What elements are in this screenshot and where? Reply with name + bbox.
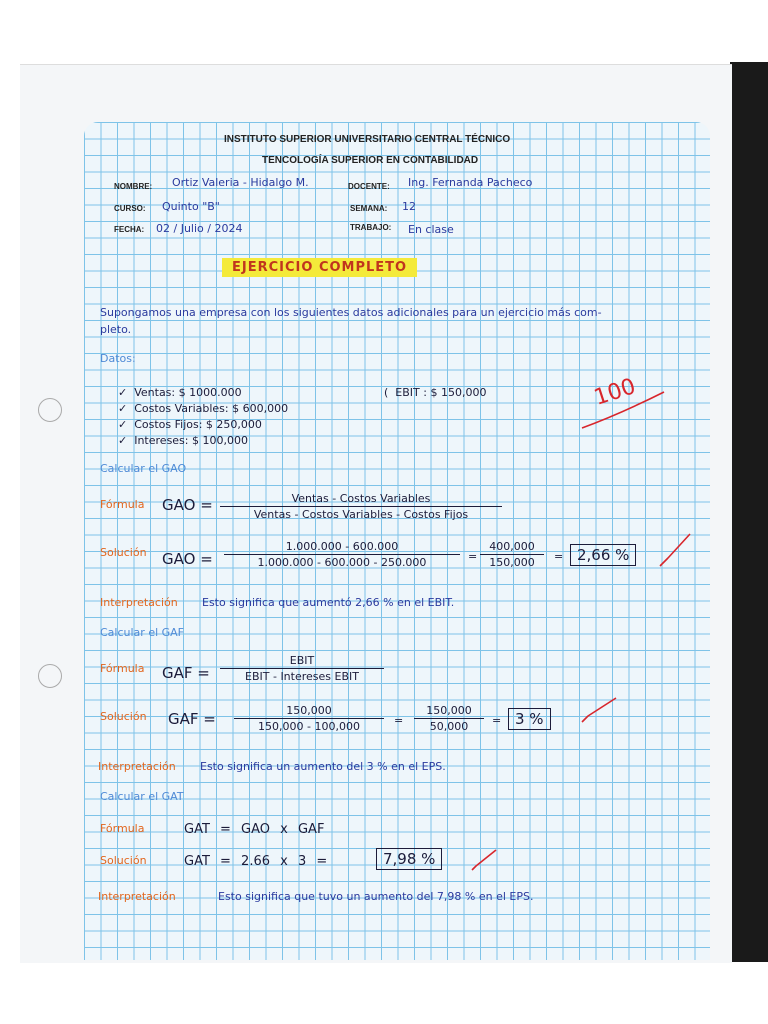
gaf-formula-label: Fórmula (100, 662, 145, 675)
datos-item (118, 402, 288, 415)
nombre-label: NOMBRE: (114, 182, 153, 191)
gao-sol2-denominator: 150,000 (489, 556, 535, 569)
gao-heading: Calcular el GAO (100, 462, 187, 475)
gaf-sol2-fraction (414, 704, 484, 733)
gaf-interp-label: Interpretación (98, 760, 176, 773)
datos-item (118, 418, 262, 431)
docente-value: Ing. Fernanda Pacheco (408, 176, 533, 189)
grade-underline (580, 384, 670, 434)
gao-sol2-fraction (480, 540, 544, 569)
semana-label: SEMANA: (350, 204, 388, 213)
gao-sol-lhs: GAO = (162, 550, 213, 568)
gat-solucion-label: Solución (100, 854, 147, 867)
check-icon: ✓ (118, 418, 128, 431)
gat-heading: Calcular el GAT (100, 790, 184, 803)
exercise-title-text: EJERCICIO COMPLETO (222, 258, 417, 277)
gao-formula-fraction (220, 492, 502, 521)
gaf-sol2-numerator: 150,000 (426, 704, 472, 717)
gao-result: 2,66 % (570, 544, 636, 566)
exercise-title (222, 256, 417, 275)
binder-hole (38, 664, 62, 688)
gat-interp-text: Esto significa que tuvo un aumento del 7,98 % en el EPS. (218, 890, 534, 903)
check-mark-icon (580, 696, 620, 726)
datos-item-text: Intereses: $ 100,000 (134, 434, 248, 447)
gao-formula-denominator: Ventas - Costos Variables - Costos Fijos (253, 508, 469, 521)
gat-formula-expr: GAT = GAO x GAF (184, 822, 325, 837)
gao-eq3: = (554, 550, 564, 563)
nombre-value: Ortiz Valeria - Hidalgo M. (172, 176, 309, 189)
gao-eq2: = (468, 550, 478, 563)
gaf-formula-fraction (220, 654, 384, 683)
gao-formula-numerator: Ventas - Costos Variables (291, 492, 431, 505)
check-icon: ✓ (118, 402, 128, 415)
gaf-sol-denominator: 150,000 - 100,000 (258, 720, 360, 733)
gat-result: 7,98 % (376, 848, 442, 870)
trabajo-value: En clase (408, 223, 454, 236)
gaf-interp-text: Esto significa un aumento del 3 % en el EPS. (200, 760, 446, 773)
datos-item (118, 386, 242, 399)
grade-mark: 100 (591, 374, 639, 411)
check-icon: ✓ (118, 434, 128, 447)
check-mark-icon (470, 848, 500, 874)
fecha-value: 02 / Julio / 2024 (156, 222, 243, 235)
check-icon: ✓ (118, 386, 128, 399)
gaf-sol-numerator: 150,000 (286, 704, 332, 717)
gao-interp-text: Esto significa que aumentó 2,66 % en el EBIT. (202, 596, 455, 609)
gaf-sol2-denominator: 50,000 (429, 720, 469, 733)
curso-value: Quinto "B" (162, 200, 220, 213)
fecha-label: FECHA: (114, 225, 145, 234)
gao-formula-lhs: GAO = (162, 496, 213, 514)
gao-formula-label: Fórmula (100, 498, 145, 511)
gao-sol-numerator: 1.000.000 - 600.000 (285, 540, 399, 553)
ebit-item (384, 386, 486, 399)
gaf-formula-denominator: EBIT - Intereses EBIT (245, 670, 359, 683)
gaf-formula-numerator: EBIT (289, 654, 315, 667)
gaf-formula-lhs: GAF = (162, 664, 210, 682)
curso-label: CURSO: (114, 204, 146, 213)
gaf-result: 3 % (508, 708, 551, 730)
gaf-eq2: = (394, 714, 404, 727)
semana-value: 12 (402, 200, 416, 213)
gat-formula-label: Fórmula (100, 822, 145, 835)
docente-label: DOCENTE: (348, 182, 390, 191)
datos-item (118, 434, 248, 447)
gaf-sol-fraction (234, 704, 384, 733)
scan-background (730, 62, 768, 962)
ebit-item-text: EBIT : $ 150,000 (395, 386, 487, 399)
grid-paper-sheet (84, 122, 710, 960)
gat-interp-label: Interpretación (98, 890, 176, 903)
intro-paragraph: Supongamos una empresa con los siguientes datos adicionales para un ejercicio más com- pleto. (100, 306, 602, 336)
gaf-eq3: = (492, 714, 502, 727)
check-mark-icon (658, 530, 694, 570)
program-title: TENCOLOGÍA SUPERIOR EN CONTABILIDAD (262, 155, 479, 166)
gao-interp-label: Interpretación (100, 596, 178, 609)
trabajo-label: TRABAJO: (350, 223, 392, 232)
datos-item-text: Ventas: $ 1000.000 (134, 386, 242, 399)
gaf-solucion-label: Solución (100, 710, 147, 723)
gao-sol-denominator: 1.000.000 - 600.000 - 250.000 (257, 556, 427, 569)
institution-title: INSTITUTO SUPERIOR UNIVERSITARIO CENTRAL TÉCNICO (224, 134, 511, 145)
check-icon: ( (384, 386, 389, 399)
gao-sol2-numerator: 400,000 (489, 540, 535, 553)
binder-hole (38, 398, 62, 422)
datos-heading: Datos: (100, 352, 136, 365)
gaf-heading: Calcular el GAF (100, 626, 185, 639)
datos-item-text: Costos Fijos: $ 250,000 (134, 418, 262, 431)
gat-sol-expr: GAT = 2.66 x 3 = (184, 854, 328, 869)
gao-solucion-label: Solución (100, 546, 147, 559)
gao-sol-fraction (224, 540, 460, 569)
datos-item-text: Costos Variables: $ 600,000 (134, 402, 289, 415)
gaf-sol-lhs: GAF = (168, 710, 216, 728)
